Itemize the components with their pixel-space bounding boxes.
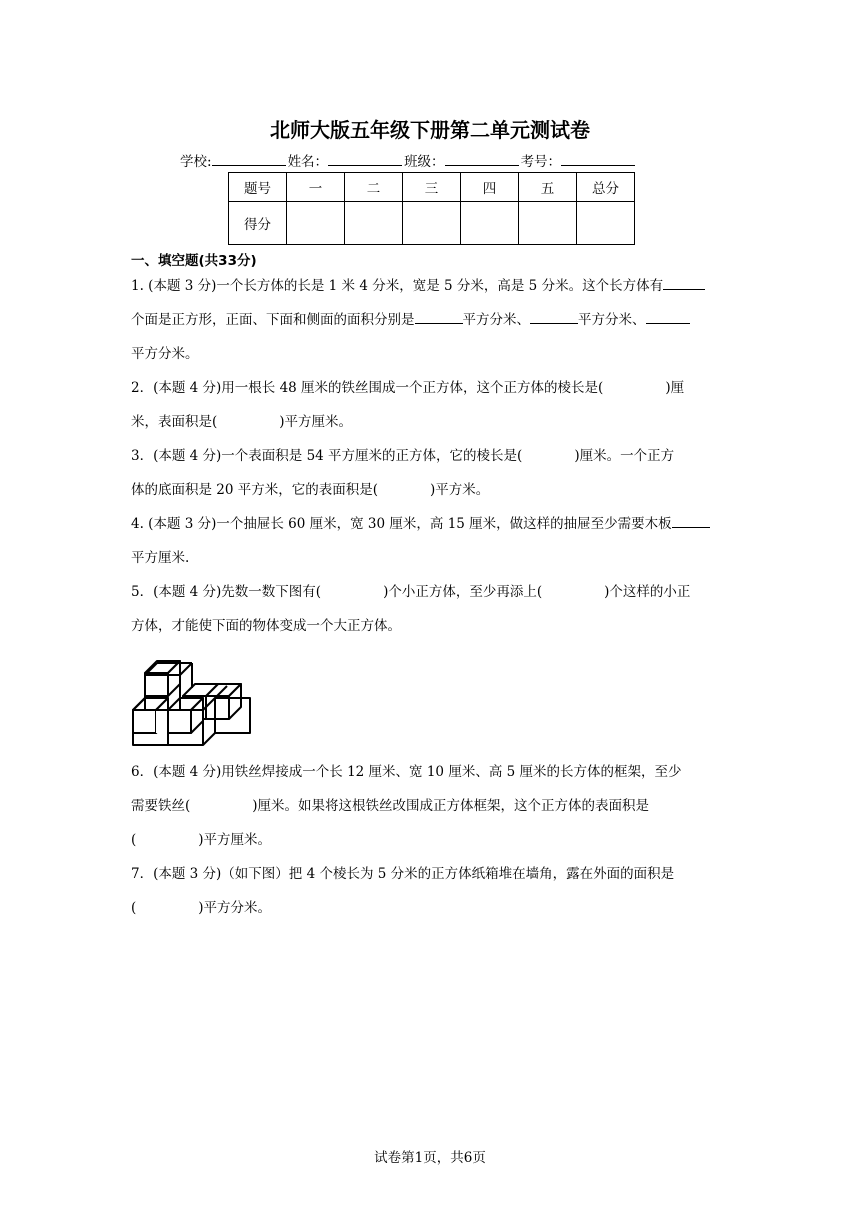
question-text: ( xyxy=(131,832,137,848)
score-cell[interactable] xyxy=(345,202,403,245)
answer-blank[interactable] xyxy=(415,311,463,324)
school-blank[interactable] xyxy=(212,153,286,166)
exam-no-blank[interactable] xyxy=(561,153,635,166)
question-line xyxy=(131,405,731,439)
name-label: 姓名： xyxy=(287,154,329,170)
question-text: )个这样的小正 xyxy=(604,584,691,600)
question-text: 2．(本题 4 分)用一根长 48 厘米的铁丝围成一个正方体，这个正方体的棱长是( xyxy=(131,380,604,396)
score-table xyxy=(228,172,635,245)
score-header-cell: 三 xyxy=(403,173,461,202)
question-line xyxy=(131,439,731,473)
question-text: 体的底面积是 20 平方米，它的表面积是( xyxy=(131,482,379,498)
score-cell[interactable] xyxy=(519,202,577,245)
score-table-header-row xyxy=(229,173,635,202)
question-text: 1. (本题 3 分)一个长方体的长是 1 米 4 分米，宽是 5 分米，高是 5 分米。这个长方体有 xyxy=(131,278,664,294)
answer-blank[interactable] xyxy=(530,311,578,324)
score-table-score-row xyxy=(229,202,635,245)
question-text: )厘米。如果将这根铁丝改围成正方体框架，这个正方体的表面积是 xyxy=(252,798,650,814)
question-text: 个面是正方形，正面、下面和侧面的面积分别是 xyxy=(131,312,415,328)
question-text: )平方厘米。 xyxy=(198,832,272,848)
score-row-label: 得分 xyxy=(229,202,287,245)
question-line xyxy=(131,823,731,857)
question-text: )厘米。一个正方 xyxy=(574,448,675,464)
answer-blank[interactable] xyxy=(646,311,690,324)
question-text: 米，表面积是( xyxy=(131,414,218,430)
question-line xyxy=(131,755,731,789)
question-line xyxy=(131,473,731,507)
question-5 xyxy=(131,575,731,643)
score-header-cell: 二 xyxy=(345,173,403,202)
question-text: )厘 xyxy=(665,380,685,396)
score-header-cell: 一 xyxy=(287,173,345,202)
exam-no-label: 考号： xyxy=(520,154,562,170)
class-label: 班级： xyxy=(404,154,445,170)
question-2 xyxy=(131,371,731,439)
question-text: 7．(本题 3 分)（如下图）把 4 个棱长为 5 分米的正方体纸箱堆在墙角，露在外面的面积是 xyxy=(131,866,675,882)
question-line xyxy=(131,789,731,823)
question-text: 5．(本题 4 分)先数一数下图有( xyxy=(131,584,322,600)
name-blank[interactable] xyxy=(328,153,402,166)
question-line xyxy=(131,337,731,371)
question-text: 4. (本题 3 分)一个抽屉长 60 厘米，宽 30 厘米，高 15 厘米，做这样的抽屉至少需要木板 xyxy=(131,516,672,532)
question-text: 方体，才能使下面的物体变成一个大正方体。 xyxy=(131,618,401,634)
question-line xyxy=(131,507,731,541)
question-text: )个小正方体，至少再添上( xyxy=(383,584,543,600)
question-line xyxy=(131,891,731,925)
score-cell[interactable] xyxy=(287,202,345,245)
score-header-cell: 四 xyxy=(461,173,519,202)
question-text: 6．(本题 4 分)用铁丝焊接成一个长 12 厘米、宽 10 厘米、高 5 厘米的长方体的框架，至少 xyxy=(131,764,682,780)
question-line xyxy=(131,857,731,891)
question-text: )平方米。 xyxy=(430,482,490,498)
question-text: 平方分米、 xyxy=(578,312,646,328)
cube-stack-figure xyxy=(128,648,258,746)
school-label: 学校: xyxy=(180,154,212,170)
question-1 xyxy=(131,269,731,371)
question-text: ( xyxy=(131,900,137,916)
question-6 xyxy=(131,755,731,857)
question-4 xyxy=(131,507,731,575)
score-cell[interactable] xyxy=(461,202,519,245)
question-text: 平方分米。 xyxy=(131,346,199,362)
answer-blank[interactable] xyxy=(672,515,710,528)
score-header-cell: 总分 xyxy=(577,173,635,202)
question-text: )平方分米。 xyxy=(198,900,272,916)
score-header-cell: 五 xyxy=(519,173,577,202)
student-info-line xyxy=(180,150,700,170)
question-7 xyxy=(131,857,731,925)
question-line xyxy=(131,609,731,643)
score-cell[interactable] xyxy=(577,202,635,245)
score-header-cell: 题号 xyxy=(229,173,287,202)
question-text: 平方厘米. xyxy=(131,550,190,566)
question-line xyxy=(131,541,731,575)
question-text: )平方厘米。 xyxy=(279,414,353,430)
score-cell[interactable] xyxy=(403,202,461,245)
question-text: 3．(本题 4 分)一个表面积是 54 平方厘米的正方体，它的棱长是( xyxy=(131,448,523,464)
question-text: 平方分米、 xyxy=(462,312,530,328)
class-blank[interactable] xyxy=(445,153,519,166)
page-footer: 试卷第1页，共6页 xyxy=(374,1150,486,1166)
question-line xyxy=(131,371,731,405)
question-line xyxy=(131,575,731,609)
question-3 xyxy=(131,439,731,507)
question-line xyxy=(131,303,731,337)
exam-title: 北师大版五年级下册第二单元测试卷 xyxy=(270,118,590,142)
answer-blank[interactable] xyxy=(663,277,705,290)
section-heading: 一、填空题(共33分) xyxy=(131,253,257,269)
question-line xyxy=(131,269,731,303)
question-text: 需要铁丝( xyxy=(131,798,191,814)
